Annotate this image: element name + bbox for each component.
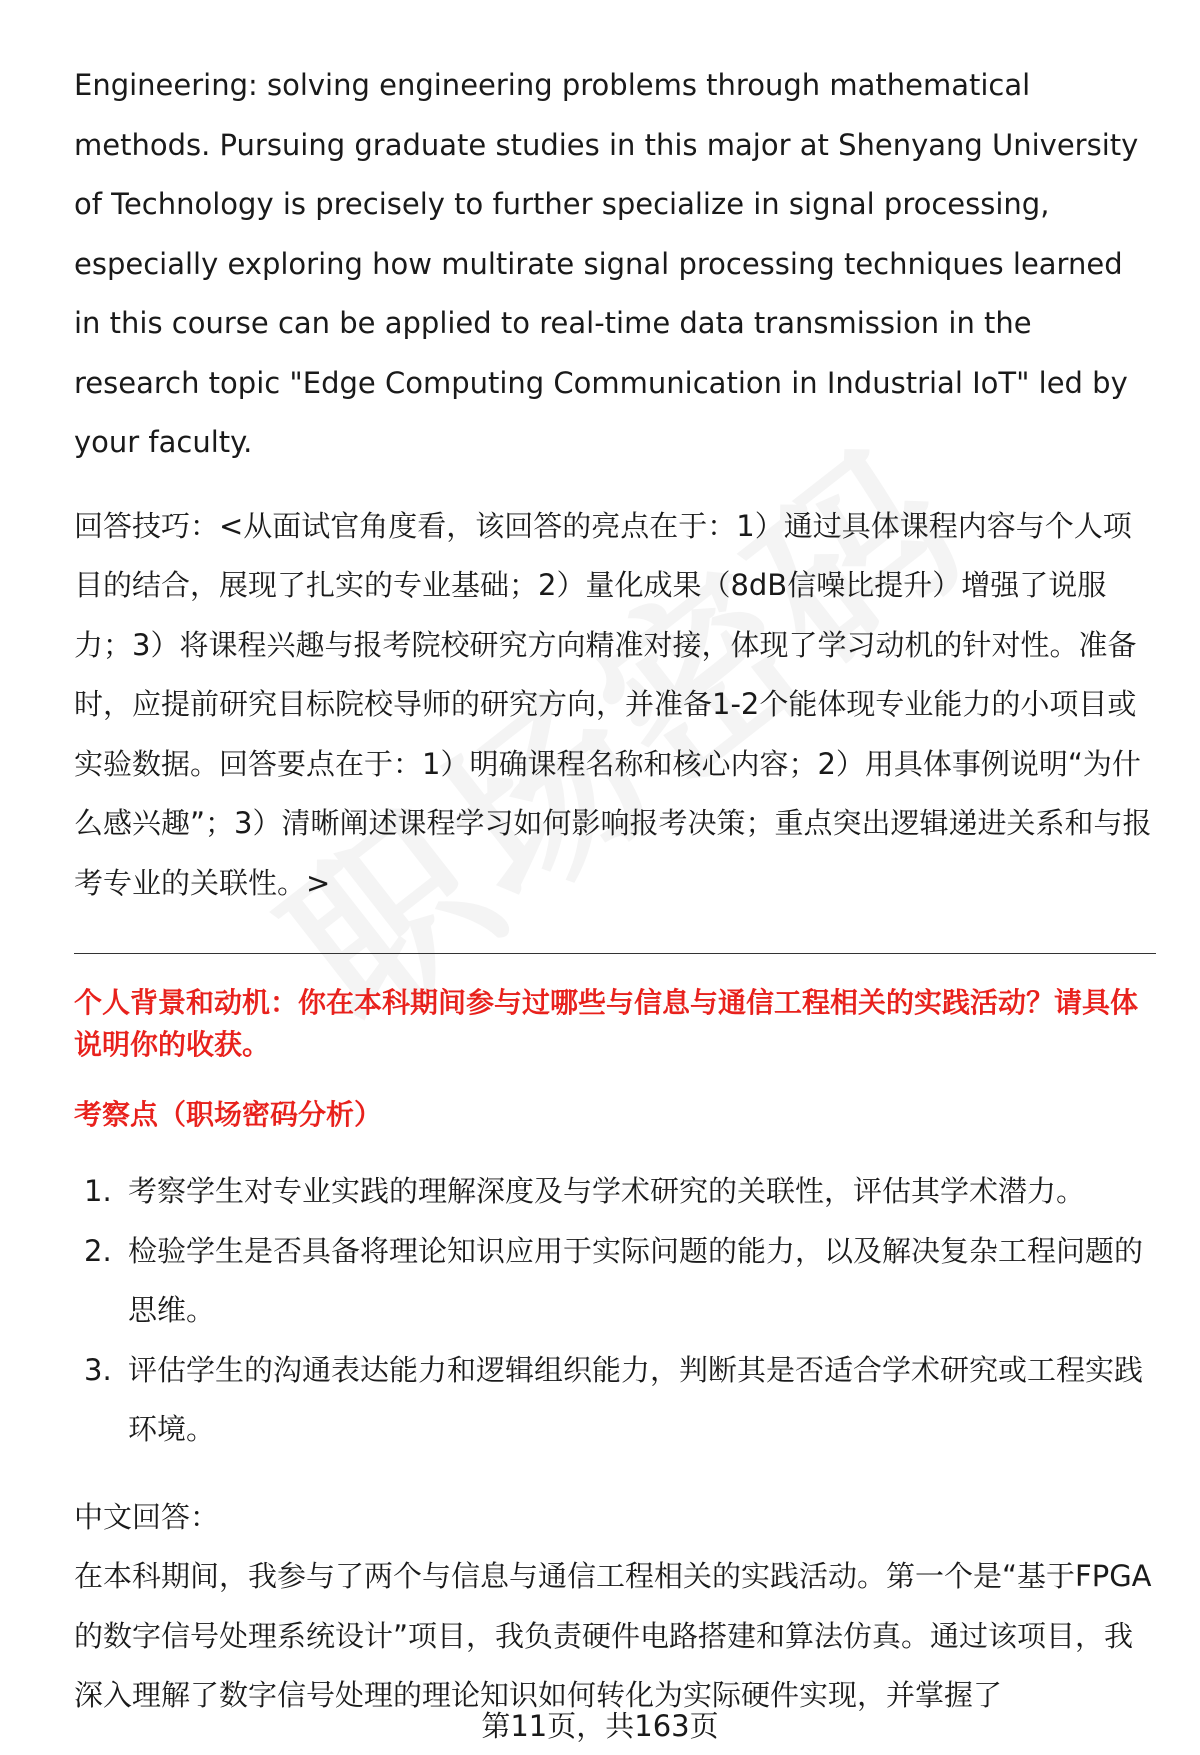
list-item [74,1222,1156,1341]
list-number: 2. [84,1233,112,1268]
english-answer-paragraph: Engineering: solving engineering problems through mathematical methods. Pursuing graduate studies in this major at Shenyang University of Technology is precisely to further specialize in signal processing, especially exploring how multirate signal processing techniques learned in this course can be applied to real-time data transmission in the research topic "Edge Computing Communication in Industrial IoT" led by your faculty. [74,68,1139,459]
list-item-text: 评估学生的沟通表达能力和逻辑组织能力，判断其是否适合学术研究或工程实践环境。 [128,1352,1144,1446]
section-divider [74,953,1156,954]
list-number: 3. [84,1352,112,1387]
list-item [74,1162,1156,1222]
assessment-heading: 考察点（职场密码分析） [74,1098,383,1131]
list-item-text: 考察学生对专业实践的理解深度及与学术研究的关联性，评估其学术潜力。 [128,1174,1086,1208]
list-item-text: 检验学生是否具备将理论知识应用于实际问题的能力，以及解决复杂工程问题的思维。 [128,1233,1144,1327]
question-heading: 个人背景和动机：你在本科期间参与过哪些与信息与通信工程相关的实践活动？请具体说明你的收获。 [74,986,1139,1061]
list-item [74,1341,1156,1460]
page-number: 第11页，共163页 [481,1709,719,1743]
page-content [74,56,1156,1726]
chinese-answer-label: 中文回答： [74,1499,220,1534]
list-number: 1. [84,1174,112,1208]
chinese-answer-paragraph: 在本科期间，我参与了两个与信息与通信工程相关的实践活动。第一个是“基于FPGA的数字信号处理系统设计”项目，我负责硬件电路搭建和算法仿真。通过该项目，我深入理解了数字信号处理的理论知识如何转化为实际硬件实现，并掌握了 [74,1559,1152,1712]
answer-tips-paragraph: 回答技巧：<从面试官角度看，该回答的亮点在于：1）通过具体课程内容与个人项目的结合，展现了扎实的专业基础；2）量化成果（8dB信噪比提升）增强了说服力；3）将课程兴趣与报考院校研究方向精准对接，体现了学习动机的针对性。准备时，应提前研究目标院校导师的研究方向，并准备1-2个能体现专业能力的小项目或实验数据。回答要点在于：1）明确课程名称和核心内容；2）用具体事例说明“为什么感兴趣”；3）清晰阐述课程学习如何影响报考决策；重点突出逻辑递进关系和与报考专业的关联性。> [74,508,1152,900]
assessment-list [74,1162,1156,1460]
